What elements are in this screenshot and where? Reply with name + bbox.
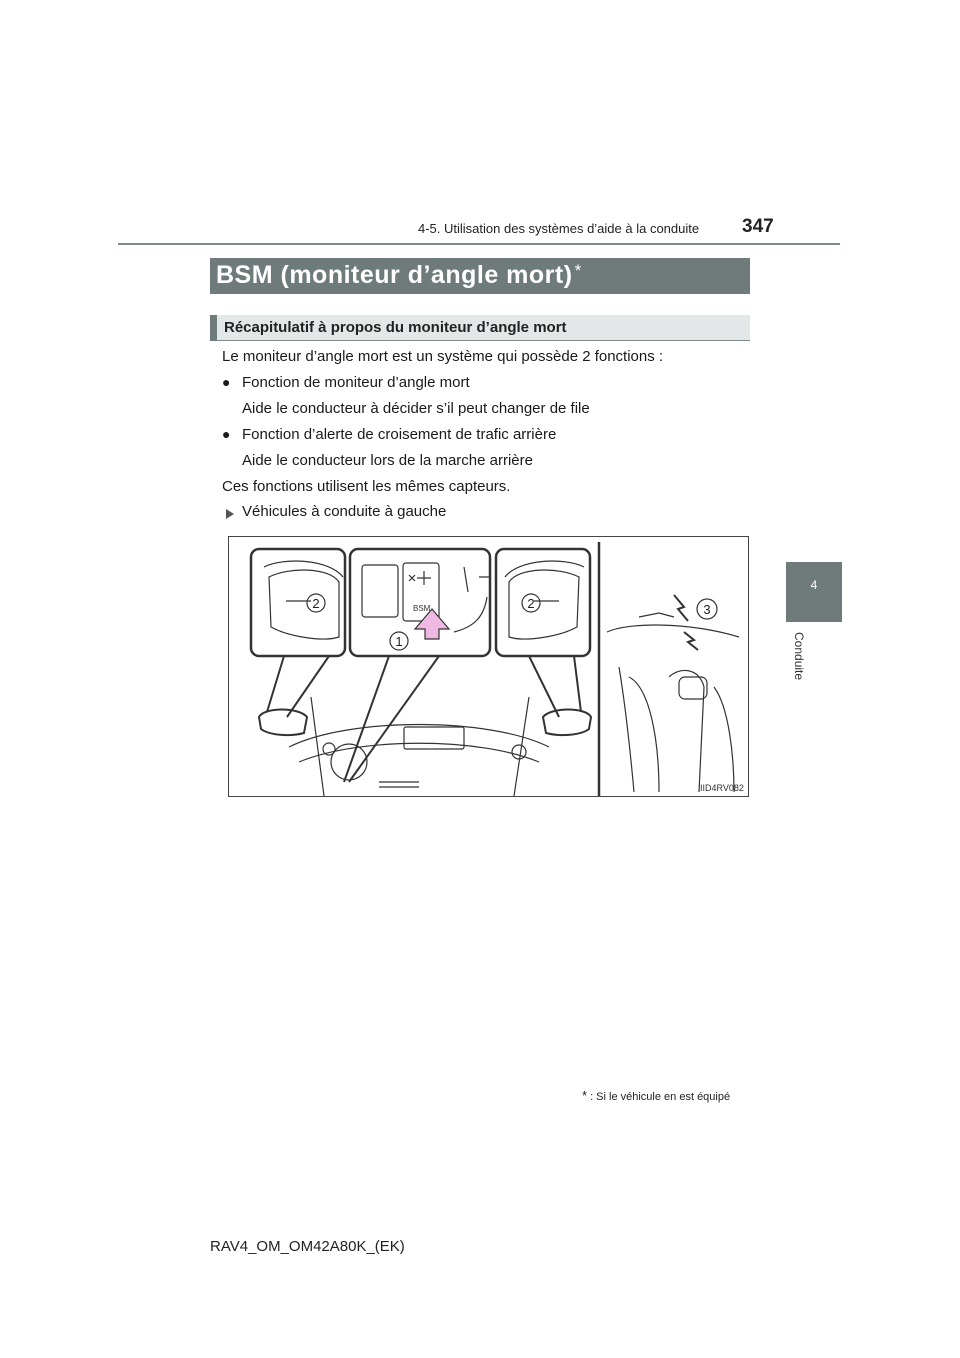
left-mirror-inset (251, 549, 345, 656)
subsection-bar (210, 315, 217, 341)
chapter-tab (786, 562, 842, 622)
chapter-label: Conduite (792, 632, 806, 681)
press-arrow-icon (415, 609, 449, 639)
figure-code: IID4RV082 (700, 783, 744, 793)
footnote (582, 1088, 730, 1103)
title-footnote-mark: * (574, 261, 582, 280)
callout-number: 1 (395, 634, 403, 649)
subsection-title: Récapitulatif à propos du moniteur d’angle mort (224, 319, 567, 336)
footnote-mark: * (582, 1088, 588, 1103)
chapter-number: 4 (810, 578, 818, 592)
footnote-text: : Si le véhicule en est équipé (590, 1091, 731, 1103)
bullet-title: Fonction d’alerte de croisement de trafic arrière (242, 426, 557, 443)
bullet-icon: ● (222, 426, 231, 442)
variant-label: Véhicules à conduite à gauche (242, 503, 447, 520)
right-mirror-inset (496, 549, 590, 656)
document-code: RAV4_OM_OM42A80K_(EK) (210, 1238, 405, 1255)
header-rule (118, 243, 840, 245)
section-header: 4-5. Utilisation des systèmes d’aide à la conduite (418, 221, 700, 236)
bullet-title: Fonction de moniteur d’angle mort (242, 374, 470, 391)
illustration-figure (228, 536, 749, 797)
bullet-description: Aide le conducteur à décider s’il peut changer de file (242, 400, 590, 417)
page-title-text: BSM (moniteur d’angle mort) (216, 261, 573, 289)
svg-text:BSM: BSM (413, 604, 431, 613)
callout-number: 2 (312, 596, 320, 611)
intro-text: Le moniteur d’angle mort est un système qui possède 2 fonctions : (222, 348, 664, 365)
triangle-icon (226, 509, 234, 519)
bullet-description: Aide le conducteur lors de la marche arrière (242, 452, 533, 469)
page-number: 347 (742, 216, 774, 237)
callout-number: 3 (703, 602, 711, 617)
closing-text: Ces fonctions utilisent les mêmes capteurs. (222, 478, 511, 495)
bullet-icon: ● (222, 374, 231, 390)
callout-number: 2 (527, 596, 535, 611)
page-title (216, 261, 582, 290)
dashboard-illustration (229, 537, 748, 796)
